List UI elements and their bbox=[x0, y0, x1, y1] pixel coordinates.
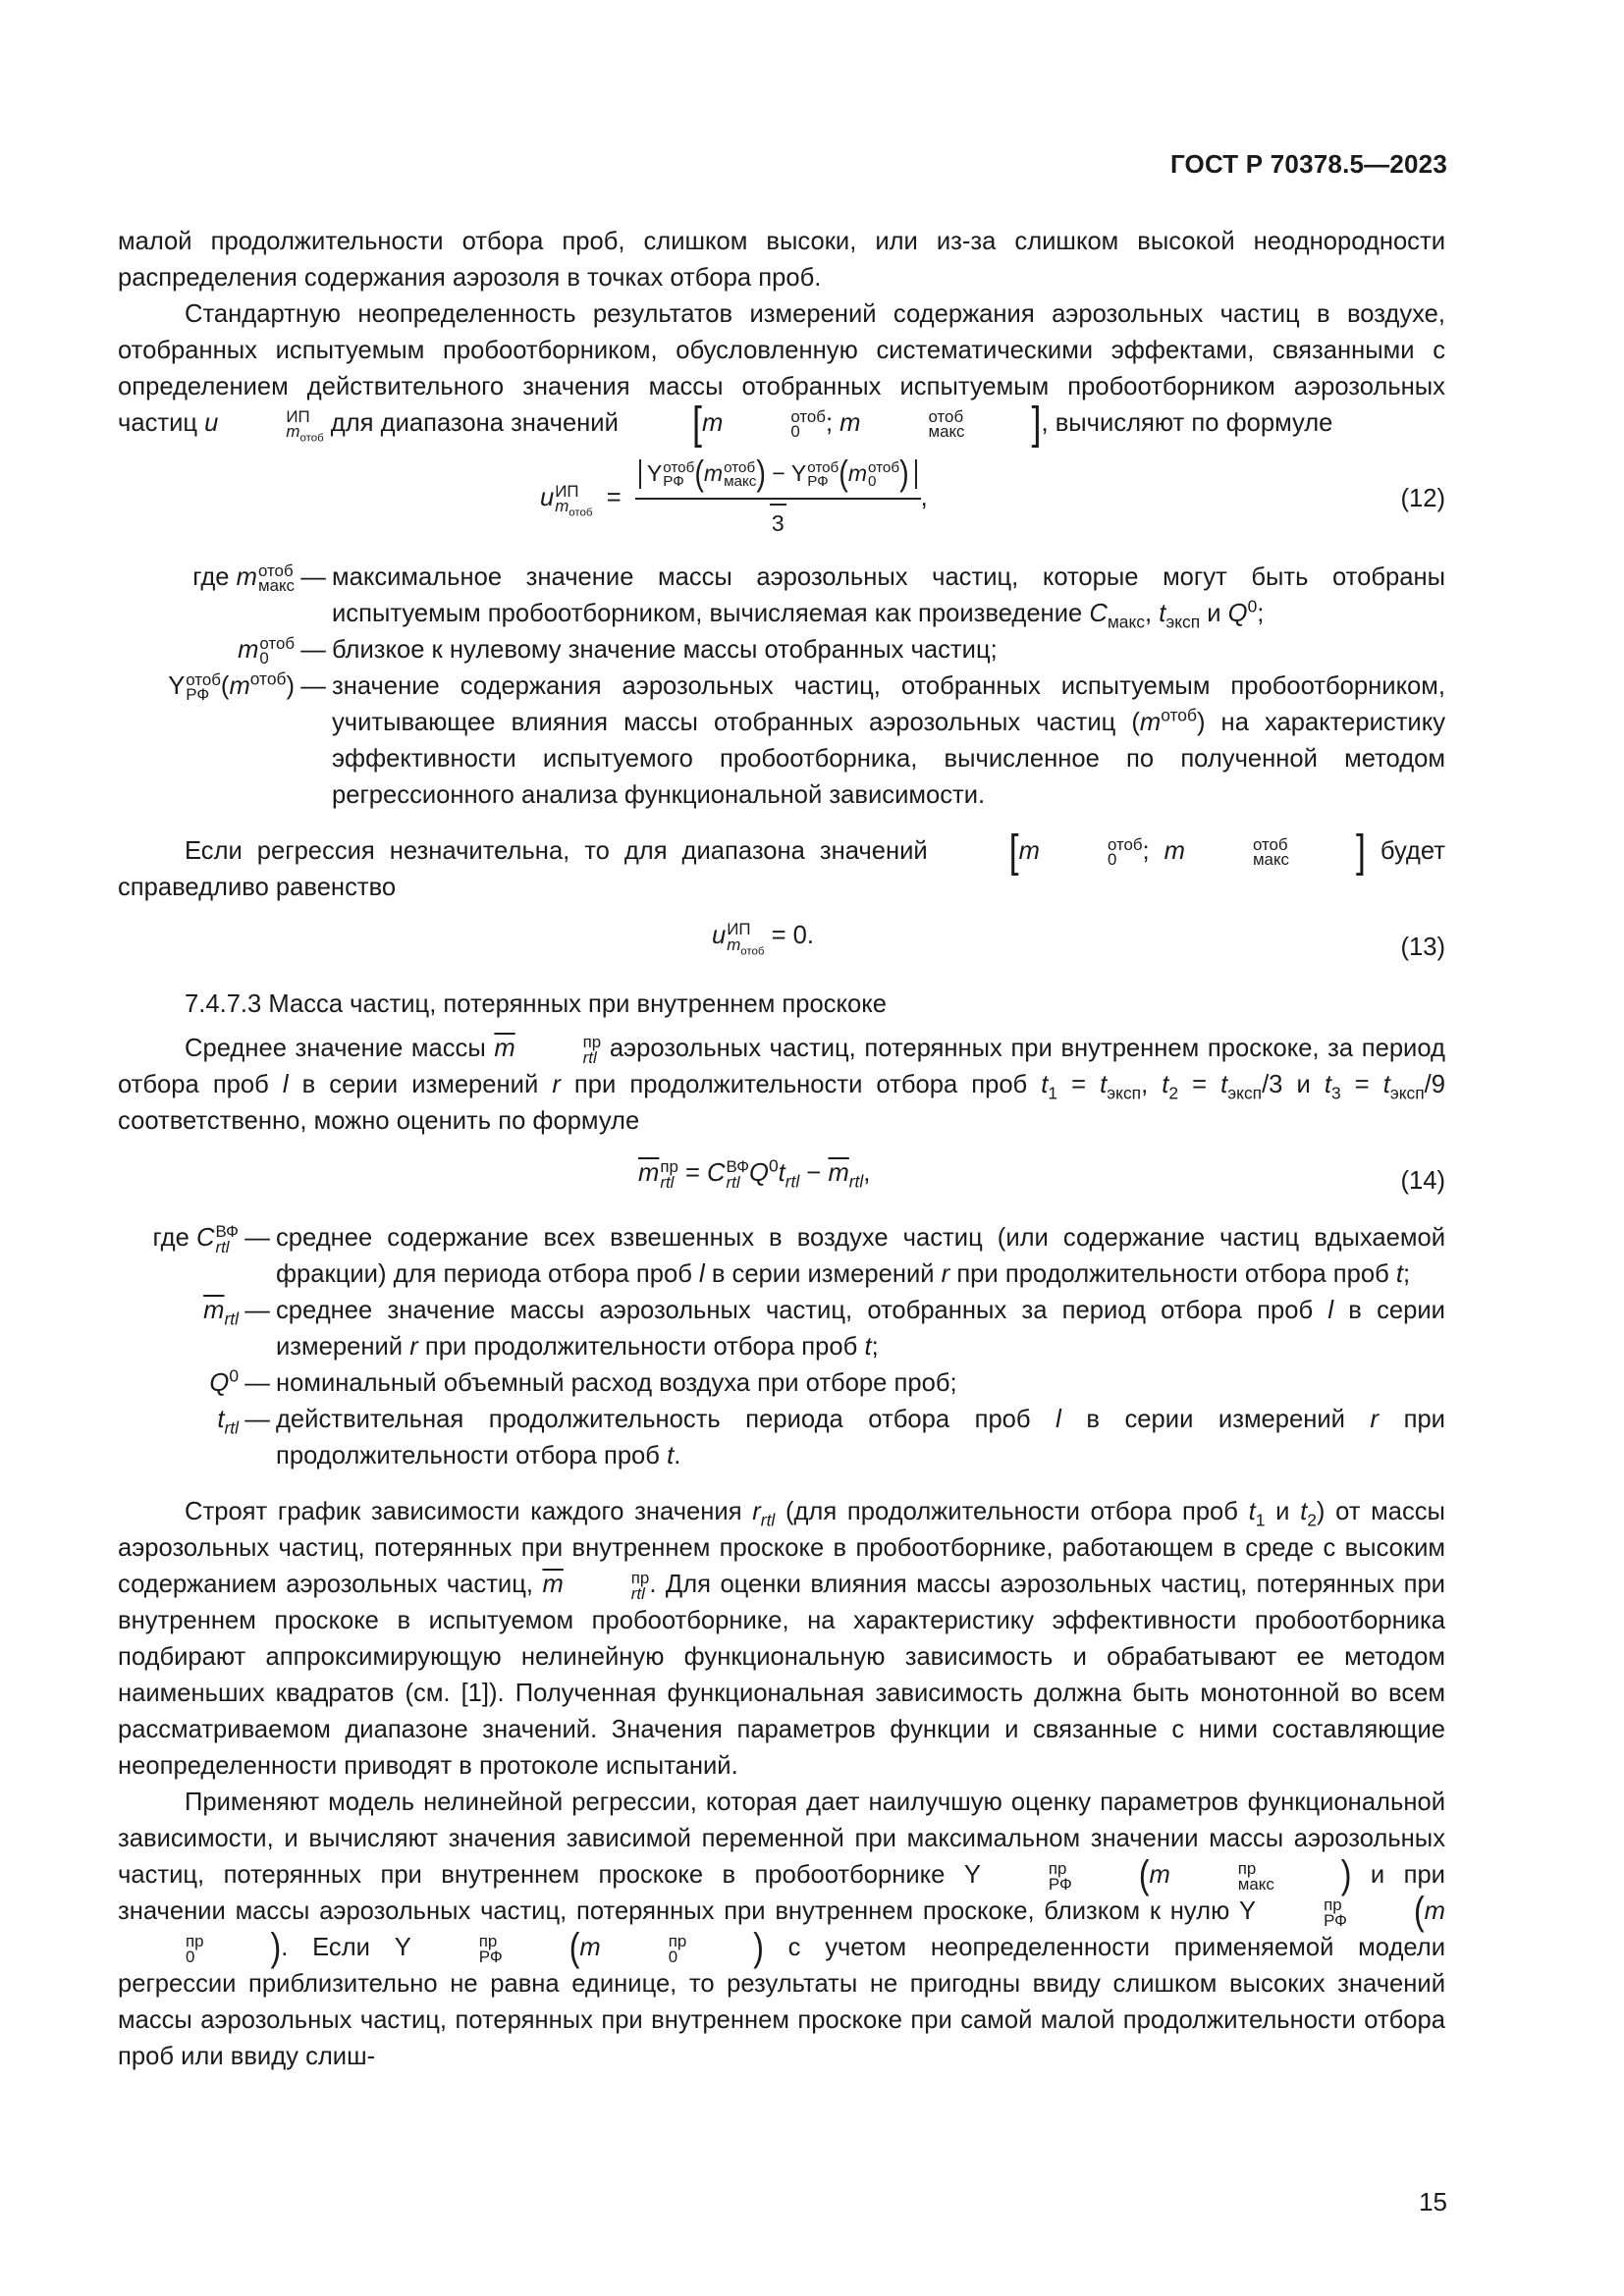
paragraph-graph: Строят график зависимости каждого значения $r_{rtl}$ (для продолжительности отбора проб $t_1$ и $t_2$) от массы аэрозольных частиц, потерянных при внутреннем проскоке в пробоотборнике, работающем в среде с высоким содержанием аэрозольных частиц, $\overline{m}$ пр rtl . Для оценки влияния массы аэрозольных частиц, потерянных при внутреннем проскоке в испытуемом пробоотборнике, на характеристику эффективности пробоотборника подбирают аппроксимирующую нелинейную функциональную зависимость и обрабатывают ее методом наименьших квадратов (см. [1]). Полученная функциональная зависимость должна быть монотонной во всем рассматриваемом диапазоне значений. Значения параметров функции и связанные с ними составляющие неопределенности приводят в протоколе испытаний. bbox=[118, 1498, 1445, 1781]
definition-q0: $Q^0$ — номинальный объемный расход воздуха при отборе проб; bbox=[209, 1365, 957, 1398]
page-number: 15 bbox=[1419, 2187, 1447, 2216]
standard-header: ГОСТ Р 70378.5—2023 bbox=[1169, 149, 1447, 179]
p2-lead: аэрозольных частиц bbox=[118, 373, 1445, 437]
formula-13-number: (13) bbox=[1400, 934, 1445, 962]
paragraph-continuation: малой продолжительности отбора проб, слишком высоки, или из-за слишком высокой неоднородности распределения содержания аэрозоля в точках отбора проб. bbox=[118, 228, 1445, 292]
formula-14: $\overline{m}$ пр rtl = C ВФ rtl $Q^0t_{rtl} - \overline{m}_{rtl}$, (14) bbox=[118, 1151, 1445, 1208]
definition-m-max: где m отоб макс — максимальное значение массы аэрозольных частиц, которые могут быть отобраны испытуемым пробоотборником, вычисляемая как произведение $C_{макс}$, $t_{эксп}$ и $Q^0$; bbox=[192, 561, 1445, 632]
definitions-14 bbox=[118, 1220, 1445, 1474]
symbol-u-ip: u ИП $m_{отоб}$ bbox=[204, 406, 324, 445]
page-content bbox=[118, 224, 1445, 2075]
p2-mid: для диапазона значений bbox=[330, 409, 619, 437]
formula-12-number: (12) bbox=[1400, 485, 1445, 513]
section-title: 7.4.7.3 Масса частиц, потерянных при внутреннем проскоке bbox=[185, 990, 887, 1019]
p2-text: Стандартную неопределенность результатов измерений содержания аэрозольных частиц в воздухе, отобранных испытуемым пробоотборником, обусловленную систематическими эффектами, связанными с определением действительного значения массы отобранных испытуемым пробоотборником bbox=[118, 300, 1445, 400]
definition-c-vf: где C ВФ rtl — среднее содержание всех взвешенных в воздухе частиц (или содержание частиц вдыхаемой фракции) для периода отбора проб l в серии измерений r при продолжительности отбора проб t; bbox=[152, 1221, 1445, 1289]
paragraph-uncertainty-intro bbox=[118, 296, 1445, 450]
p2-tail: , вычисляют по формуле bbox=[1041, 409, 1333, 437]
formula-12: u ИП $m_{отоб}$ = Y отоб РФ (m отоб макс ) − Y отоб РФ (m отоб 0 ) 3 , (12) bbox=[118, 455, 1445, 550]
paragraph-regression: Если регрессия незначительна, то для диапазона значений [m отоб 0 ; m отоб макс ] будет справедливо равенство bbox=[118, 826, 1445, 902]
definition-t-rtl: $t_{rtl}$ — действительная продолжительность периода отбора проб l в серии измерений r при продолжительности отбора проб t. bbox=[217, 1406, 1445, 1470]
definition-m-zero: m отоб 0 — близкое к нулевому значение массы отобранных частиц; bbox=[238, 633, 998, 668]
definition-y-rf: Y отоб РФ $(m^{отоб})$ — значение содержания аэрозольных частиц, отобранных испытуемым пробоотборником, учитывающее влияния массы отобранных аэрозольных частиц $(m^{отоб})$ на характеристику эффективности испытуемого пробоотборника, вычисленное по полученной методом регрессионного анализа функциональной зависимости. bbox=[168, 668, 1446, 810]
formula-14-number: (14) bbox=[1400, 1167, 1445, 1196]
paragraph-regression-model: Применяют модель нелинейной регрессии, которая дает наилучшую оценку параметров функциональной зависимости, и вычисляют значения зависимой переменной при максимальном значении массы аэрозольных частиц, потерянных при внутреннем проскоке в пробоотборнике Y пр РФ (m пр макс ) и при значении массы аэрозольных частиц, потерянных при внутреннем проскоке, близком к нулю Y пр РФ (m пр 0 ). Если Y пр РФ (m пр 0 ) с учетом неопределенности применяемой модели регрессии приблизительно не равна единице, то результаты не пригодны ввиду слишком высоких значений массы аэрозольных частиц, потерянных при внутреннем проскоке при самой малой продолжительности отбора проб или ввиду слиш- bbox=[118, 1789, 1445, 2071]
definitions-12 bbox=[118, 560, 1445, 814]
range-bracket: [m отоб 0 ; m отоб макс ] bbox=[692, 398, 1042, 450]
definition-m-rtl: $\overline{m}_{rtl}$ — среднее значение массы аэрозольных частиц, отобранных за период отбора проб l в серии измерений r при продолжительности отбора проб t; bbox=[203, 1297, 1445, 1362]
formula-13: u ИП $m_{отоб}$ = 0. (13) bbox=[118, 918, 1445, 975]
paragraph-mass-lost: Среднее значение массы $\overline{m}$ пр rtl аэрозольных частиц, потерянных при внутреннем проскоке, за период отбора проб l в серии измерений r при продолжительности отбора проб $t_1 = t_{эксп}$, $t_2 = t_{эксп}/3$ и $t_3 = t_{эксп}/9$ соответственно, можно оценить по формуле bbox=[118, 1032, 1445, 1136]
